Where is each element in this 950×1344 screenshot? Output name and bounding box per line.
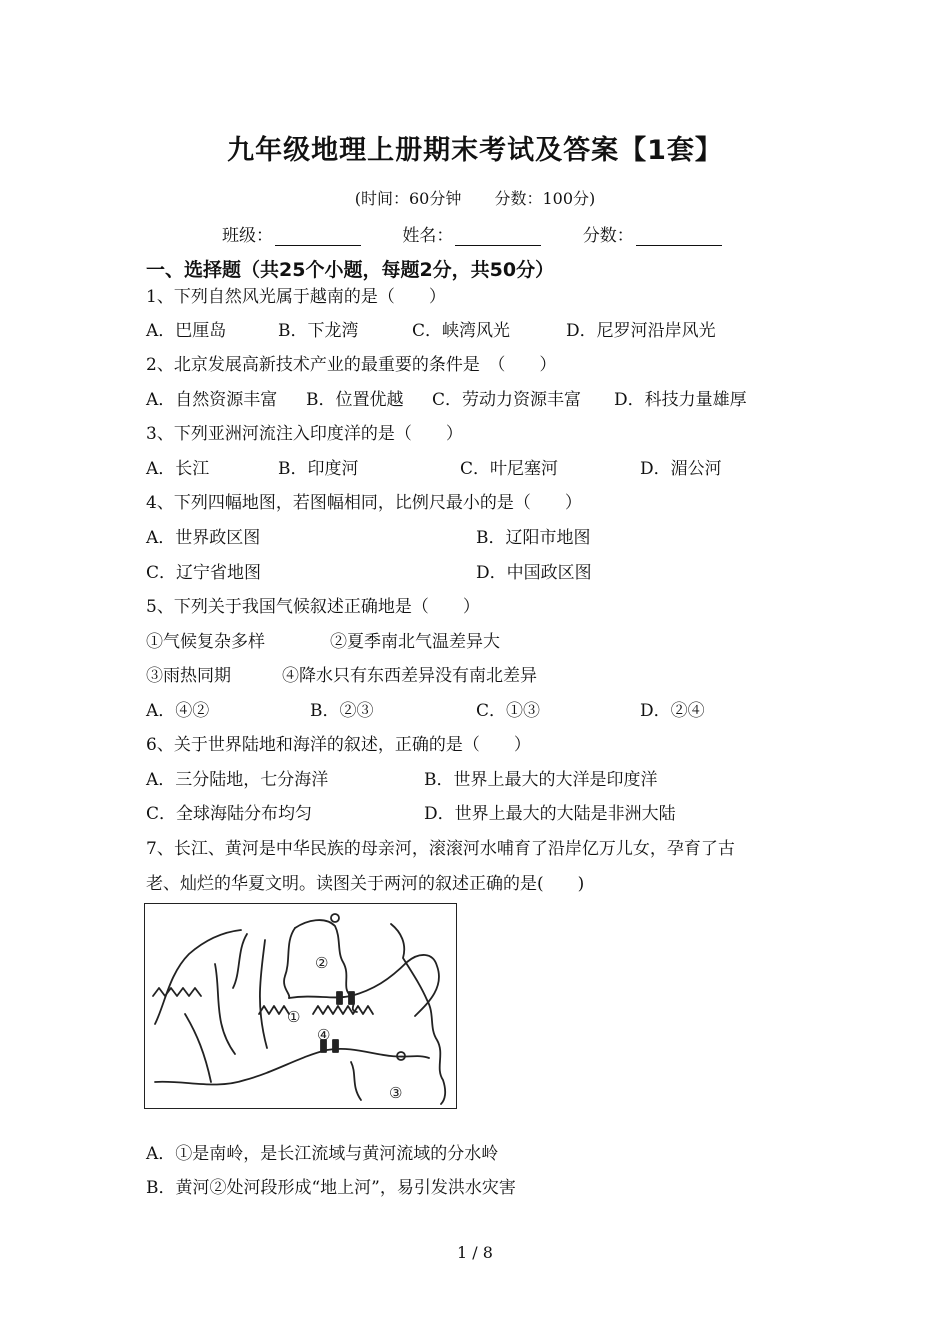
exam-meta xyxy=(0,186,950,209)
tributary-1 xyxy=(215,964,235,1054)
yellow-river-source-marker xyxy=(331,914,339,922)
question-1-option-d: D．尼罗河沿岸风光 xyxy=(566,321,716,341)
name-blank xyxy=(455,227,541,246)
question-2-option-b: B．位置优越 xyxy=(306,390,404,410)
tributary-4 xyxy=(351,1062,361,1100)
question-2-stem: 2、北京发展高新技术产业的最重要的条件是 （ ） xyxy=(146,355,557,375)
page-number: 1 / 8 xyxy=(457,1243,493,1262)
question-1-option-b: B．下龙湾 xyxy=(278,321,359,341)
map-label-3: ③ xyxy=(389,1084,403,1102)
question-5-statement-3: ③雨热同期 xyxy=(146,666,231,686)
dam-upper-2 xyxy=(349,992,354,1004)
map-label-4: ④ xyxy=(317,1026,331,1044)
question-1-option-c: C．峡湾风光 xyxy=(412,321,511,341)
question-2-option-c: C．劳动力资源丰富 xyxy=(432,390,582,410)
question-5-option-b: B．②③ xyxy=(310,701,374,721)
mountain-range-1 xyxy=(259,1006,289,1014)
question-2-option-d: D．科技力量雄厚 xyxy=(614,390,747,410)
map-label-1: ① xyxy=(287,1008,301,1026)
question-3-option-b: B．印度河 xyxy=(278,459,359,479)
question-5-statement-4: ④降水只有东西差异没有南北差异 xyxy=(282,666,537,686)
question-6-option-a: A．三分陆地，七分海洋 xyxy=(146,770,329,790)
score-blank xyxy=(636,227,722,246)
question-4-option-a: A．世界政区图 xyxy=(146,528,261,548)
question-1-stem: 1、下列自然风光属于越南的是（ ） xyxy=(146,287,446,307)
west-boundary xyxy=(155,930,241,1024)
student-fields xyxy=(222,221,758,246)
map-label-2: ② xyxy=(315,954,329,972)
question-6-option-d: D．世界上最大的大陆是非洲大陆 xyxy=(424,804,676,824)
name-label: 姓名： xyxy=(402,226,454,246)
question-5-statement-1: ①气候复杂多样 xyxy=(146,632,265,652)
exam-time: (时间：60分钟 xyxy=(354,189,462,208)
tributary-3 xyxy=(185,1014,211,1082)
rivers-map-svg xyxy=(145,904,455,1107)
dam-lower-2 xyxy=(333,1040,338,1052)
yangtze-river xyxy=(155,1049,429,1085)
question-5-statement-2: ②夏季南北气温差异大 xyxy=(330,632,500,652)
class-field xyxy=(222,221,361,246)
question-3-option-a: A．长江 xyxy=(146,459,210,479)
yellow-river-lower xyxy=(289,955,439,1016)
section-heading: 一、选择题（共25个小题，每题2分，共50分） xyxy=(146,259,555,281)
question-6-stem: 6、关于世界陆地和海洋的叙述，正确的是（ ） xyxy=(146,735,531,755)
class-label: 班级： xyxy=(222,226,273,246)
question-7-option-a: A．①是南岭，是长江流域与黄河流域的分水岭 xyxy=(146,1144,499,1164)
question-5-option-d: D．②④ xyxy=(640,701,705,721)
question-4-stem: 4、下列四幅地图，若图幅相同，比例尺最小的是（ ） xyxy=(146,493,582,513)
question-3-option-d: D．湄公河 xyxy=(640,459,722,479)
question-3-stem: 3、下列亚洲河流注入印度洋的是（ ） xyxy=(146,424,463,444)
question-7-stem-line2: 老、灿烂的华夏文明。读图关于两河的叙述正确的是( ) xyxy=(146,874,585,894)
tributary-5 xyxy=(233,934,247,988)
question-3-option-c: C．叶尼塞河 xyxy=(460,459,559,479)
score-label: 分数： xyxy=(582,226,634,246)
question-7-stem-line1: 7、长江、黄河是中华民族的母亲河，滚滚河水哺育了沿岸亿万儿女，孕育了古 xyxy=(146,839,735,859)
question-5-option-a: A．④② xyxy=(146,701,210,721)
page-title: 九年级地理上册期末考试及答案【1套】 xyxy=(227,135,723,166)
name-field xyxy=(402,221,541,246)
question-5-option-c: C．①③ xyxy=(476,701,541,721)
question-4-option-d: D．中国政区图 xyxy=(476,563,592,583)
rivers-map-figure xyxy=(144,903,457,1109)
question-4-option-b: B．辽阳市地图 xyxy=(476,528,591,548)
class-blank xyxy=(275,227,361,246)
question-6-option-b: B．世界上最大的大洋是印度洋 xyxy=(424,770,658,790)
dam-upper-1 xyxy=(337,992,342,1004)
question-1-option-a: A．巴厘岛 xyxy=(146,321,227,341)
question-7-option-b: B．黄河②处河段形成“地上河”，易引发洪水灾害 xyxy=(146,1178,516,1198)
exam-total-score: 分数：100分) xyxy=(494,189,596,208)
yellow-river-upper xyxy=(284,928,295,998)
question-2-option-a: A．自然资源丰富 xyxy=(146,390,278,410)
question-5-stem: 5、下列关于我国气候叙述正确地是（ ） xyxy=(146,597,480,617)
mountain-range-west xyxy=(153,988,201,996)
question-6-option-c: C．全球海陆分布均匀 xyxy=(146,804,313,824)
question-4-option-c: C．辽宁省地图 xyxy=(146,563,262,583)
mountain-range-4 xyxy=(313,1006,373,1014)
tributary-2 xyxy=(260,940,267,1048)
score-field xyxy=(583,221,722,246)
